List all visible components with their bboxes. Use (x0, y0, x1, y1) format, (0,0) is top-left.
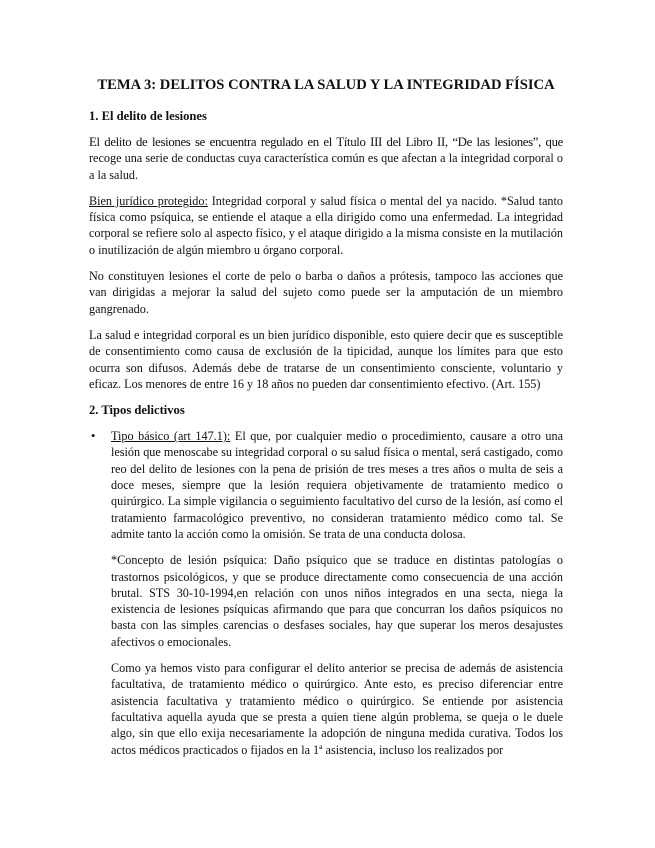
paragraph-bien-juridico (89, 193, 563, 258)
tipos-list (89, 428, 563, 542)
paragraph-intro-lead: El delito de lesiones se encuentra regulado en el Título III del Libro II, “De las lesiones”, que (89, 135, 563, 149)
list-item-tipo-basico (91, 428, 563, 542)
tipo-basico-text: El que, por cualquier medio o procedimiento, causare a otro una lesión que menoscabe su integridad corporal o su salud física o mental, será castigado, como reo del delito de lesiones con la pena de prisión de tres meses a tres años o multa de seis a doce meses, siempre que la lesión requiera objetivamente de tratamiento medico o quirúrgico. La simple vigilancia o seguimiento facultativo del curso de la lesión, así como el tratamiento farmacológico preventivo, no consideran tratamiento médico como tal. Se admite tanto la acción como la omisión. Se trata de una conducta dolosa. (111, 429, 563, 541)
tipo-basico-label: Tipo básico (art 147.1): (111, 429, 231, 444)
document-title: TEMA 3: DELITOS CONTRA LA SALUD Y LA INTEGRIDAD FÍSICA (97, 77, 555, 93)
paragraph-intro-rest: recoge una serie de conductas cuya característica común es que afectan a la integridad corporal o a la salud. (89, 151, 563, 182)
bullet-icon: • (91, 429, 96, 444)
bien-juridico-label: Bien jurídico protegido: (89, 193, 208, 208)
paragraph-consentimiento: La salud e integridad corporal es un bien jurídico disponible, esto quiere decir que es susceptible de consentimiento como causa de exclusión de la tipicidad, aunque los límites para que esto ocurra son difusos. Además debe de tratarse de un consentimiento consciente, voluntario y eficaz. Los menores de entre 16 y 18 años no pueden dar consentimiento efectivo. (Art. 155) (89, 327, 563, 391)
indented-block (89, 552, 563, 758)
paragraph-intro (89, 134, 563, 183)
bien-juridico-text: Integridad corporal y salud física o mental del ya nacido. *Salud tanto física como psíquica, se entiende el ataque a ella dirigido como una enfermedad. La integridad corporal se refiere solo al aspecto físico, y el ataque dirigido a la misma consiste en la mutilación o inutilización de algún miembro u órgano corporal. (89, 193, 563, 257)
section-heading-tipos: 2. Tipos delictivos (89, 403, 185, 418)
paragraph-asistencia: Como ya hemos visto para configurar el delito anterior se precisa de además de asistencia facultativa, de tratamiento médico o quirúrgico. Ante esto, es preciso diferenciar entre asistencia facultativa y tratamiento médico o quirúrgico. Se entiende por asistencia facultativa aquella ayuda que se presta a quien tiene algún problema, se queja o le duele algo, sin que ello exija necesariamente la adopción de ninguna medida curativa. Todos los actos médicos practicados o fijados en la 1ª asistencia, incluso los realizados por (111, 661, 563, 757)
paragraph-tipo-basico (111, 428, 563, 542)
section-heading-lesiones: 1. El delito de lesiones (89, 109, 207, 123)
document-body (89, 76, 563, 768)
paragraph-no-lesiones: No constituyen lesiones el corte de pelo o barba o daños a prótesis, tampoco las acciones que van dirigidas a mejorar la salud del sujeto como puede ser la amputación de un miembro gangrenado. (89, 269, 563, 316)
paragraph-lesion-psiquica: *Concepto de lesión psíquica: Daño psíquico que se traduce en distintas patologías o trastornos psicológicos, y que se produce directamente como consecuencia de una acción brutal. STS 30-10-1994,en relación con unos niños integrados en una secta, niega la existencia de lesiones psíquicas afirmando que para que concurran los daños psíquicos no basta con las simples carencias o desfases sociales, hay que superar los meros desajustes afectivos o emocionales. (111, 553, 563, 649)
